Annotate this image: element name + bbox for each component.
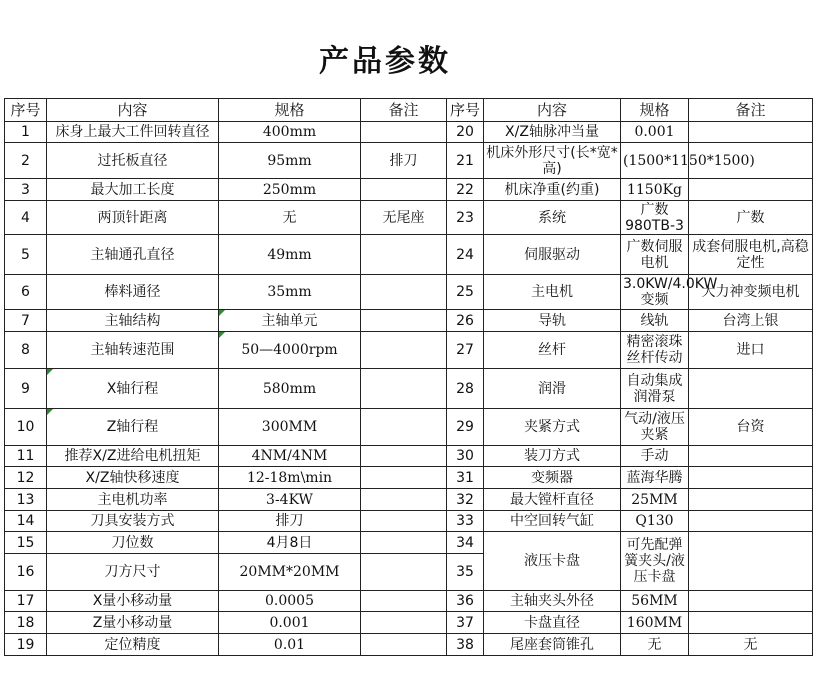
row-content: 两顶针距离 xyxy=(47,201,219,235)
row-content: 导轨 xyxy=(484,310,621,332)
row-spec: 4NM/4NM xyxy=(219,446,361,467)
row-content: 润滑 xyxy=(484,369,621,409)
row-content: 最大加工长度 xyxy=(47,179,219,201)
row-number: 4 xyxy=(5,201,47,235)
row-content: 装刀方式 xyxy=(484,446,621,467)
header-content-right: 内容 xyxy=(484,99,621,122)
row-content: 机床外形尺寸(长*宽*高) xyxy=(484,143,621,179)
table-row xyxy=(5,511,813,532)
row-note xyxy=(361,446,447,467)
row-number: 19 xyxy=(5,634,47,656)
row-note xyxy=(689,446,813,467)
row-spec: 手动 xyxy=(621,446,689,467)
header-spec-left: 规格 xyxy=(219,99,361,122)
row-number: 29 xyxy=(447,409,484,446)
row-note xyxy=(689,511,813,532)
row-number: 10 xyxy=(5,409,47,446)
header-note-left: 备注 xyxy=(361,99,447,122)
row-content: 变频器 xyxy=(484,467,621,489)
row-number: 12 xyxy=(5,467,47,489)
row-spec: 精密滚珠丝杆传动 xyxy=(621,332,689,369)
row-content: X/Z轴快移速度 xyxy=(47,467,219,489)
row-content: 过托板直径 xyxy=(47,143,219,179)
header-no-left: 序号 xyxy=(5,99,47,122)
row-number: 37 xyxy=(447,612,484,634)
row-number: 2 xyxy=(5,143,47,179)
page-title: 产品参数 xyxy=(319,44,451,79)
row-note: 台湾上银 xyxy=(689,310,813,332)
row-number: 33 xyxy=(447,511,484,532)
row-number: 35 xyxy=(447,554,484,591)
row-note xyxy=(361,467,447,489)
row-content: 定位精度 xyxy=(47,634,219,656)
row-spec: 可先配弹簧夹头/液压卡盘 xyxy=(621,532,689,591)
row-spec: 广数980TB-3 xyxy=(621,201,689,235)
row-number: 34 xyxy=(447,532,484,554)
row-content: 刀具安装方式 xyxy=(47,511,219,532)
row-number: 11 xyxy=(5,446,47,467)
row-note xyxy=(361,235,447,275)
row-spec: 95mm xyxy=(219,143,361,179)
table-row xyxy=(5,489,813,511)
row-spec: 3-4KW xyxy=(219,489,361,511)
row-note: 成套伺服电机,高稳定性 xyxy=(689,235,813,275)
row-spec: 400mm xyxy=(219,122,361,143)
row-number: 16 xyxy=(5,554,47,591)
row-spec: (1500*1150*1500) xyxy=(621,143,689,179)
row-content: 刀位数 xyxy=(47,532,219,554)
header-note-right: 备注 xyxy=(689,99,813,122)
row-content: 最大镗杆直径 xyxy=(484,489,621,511)
row-number: 32 xyxy=(447,489,484,511)
row-content: 伺服驱动 xyxy=(484,235,621,275)
row-spec: 12-18m\min xyxy=(219,467,361,489)
row-number: 23 xyxy=(447,201,484,235)
row-number: 21 xyxy=(447,143,484,179)
row-spec: 蓝海华腾 xyxy=(621,467,689,489)
row-note xyxy=(361,179,447,201)
table-row xyxy=(5,612,813,634)
row-content: 棒料通径 xyxy=(47,275,219,310)
row-note xyxy=(689,467,813,489)
row-number: 6 xyxy=(5,275,47,310)
header-row xyxy=(5,99,813,122)
row-number: 36 xyxy=(447,591,484,612)
row-content: 中空回转气缸 xyxy=(484,511,621,532)
row-content: 主电机功率 xyxy=(47,489,219,511)
header-no-right: 序号 xyxy=(447,99,484,122)
row-content: X/Z轴脉冲当量 xyxy=(484,122,621,143)
table-row xyxy=(5,179,813,201)
row-note xyxy=(361,554,447,591)
row-note xyxy=(689,122,813,143)
header-content-left: 内容 xyxy=(47,99,219,122)
row-note: 进口 xyxy=(689,332,813,369)
table-row xyxy=(5,143,813,179)
row-number: 3 xyxy=(5,179,47,201)
table-row xyxy=(5,467,813,489)
row-number: 5 xyxy=(5,235,47,275)
row-spec: 580mm xyxy=(219,369,361,409)
table-row xyxy=(5,409,813,446)
row-spec: 线轨 xyxy=(621,310,689,332)
row-note xyxy=(361,532,447,554)
row-content: 机床净重(约重) xyxy=(484,179,621,201)
row-content: X轴行程 xyxy=(47,369,219,409)
row-note xyxy=(689,489,813,511)
row-number: 31 xyxy=(447,467,484,489)
row-number: 1 xyxy=(5,122,47,143)
row-spec: 250mm xyxy=(219,179,361,201)
row-number: 15 xyxy=(5,532,47,554)
row-note xyxy=(361,591,447,612)
row-number: 38 xyxy=(447,634,484,656)
row-note xyxy=(361,275,447,310)
table-row xyxy=(5,310,813,332)
row-note xyxy=(361,634,447,656)
row-note xyxy=(361,612,447,634)
row-note: 排刀 xyxy=(361,143,447,179)
row-spec: 3.0KW/4.0KW变频 xyxy=(621,275,689,310)
table-row xyxy=(5,634,813,656)
row-spec: 25MM xyxy=(621,489,689,511)
row-number: 18 xyxy=(5,612,47,634)
table-row xyxy=(5,122,813,143)
row-spec: 4月8日 xyxy=(219,532,361,554)
row-content: 主轴夹头外径 xyxy=(484,591,621,612)
row-spec: 0.001 xyxy=(621,122,689,143)
row-spec: 0.001 xyxy=(219,612,361,634)
table-row xyxy=(5,235,813,275)
row-spec: 主轴单元 xyxy=(219,310,361,332)
row-spec: 160MM xyxy=(621,612,689,634)
row-spec: 无 xyxy=(219,201,361,235)
row-content: 刀方尺寸 xyxy=(47,554,219,591)
row-spec: 广数伺服电机 xyxy=(621,235,689,275)
row-number: 30 xyxy=(447,446,484,467)
row-spec: 56MM xyxy=(621,591,689,612)
row-spec: 49mm xyxy=(219,235,361,275)
row-note: 无 xyxy=(689,634,813,656)
row-content: Z量小移动量 xyxy=(47,612,219,634)
row-content: 尾座套筒锥孔 xyxy=(484,634,621,656)
row-note: 无尾座 xyxy=(361,201,447,235)
row-content: 卡盘直径 xyxy=(484,612,621,634)
row-number: 7 xyxy=(5,310,47,332)
row-note xyxy=(689,612,813,634)
row-note xyxy=(689,591,813,612)
row-number: 17 xyxy=(5,591,47,612)
row-spec: 20MM*20MM xyxy=(219,554,361,591)
table-row xyxy=(5,532,813,554)
row-number: 25 xyxy=(447,275,484,310)
row-note xyxy=(689,532,813,591)
row-content: 主轴通孔直径 xyxy=(47,235,219,275)
row-content: 主电机 xyxy=(484,275,621,310)
row-number: 20 xyxy=(447,122,484,143)
row-spec: 300MM xyxy=(219,409,361,446)
table-row xyxy=(5,275,813,310)
row-note xyxy=(361,489,447,511)
spec-table xyxy=(4,98,813,656)
row-note xyxy=(361,332,447,369)
row-number: 13 xyxy=(5,489,47,511)
row-content: 主轴结构 xyxy=(47,310,219,332)
row-note xyxy=(361,409,447,446)
row-number: 28 xyxy=(447,369,484,409)
row-note: 台资 xyxy=(689,409,813,446)
row-content: Z轴行程 xyxy=(47,409,219,446)
header-spec-right: 规格 xyxy=(621,99,689,122)
row-note xyxy=(361,369,447,409)
row-note: 广数 xyxy=(689,201,813,235)
row-number: 14 xyxy=(5,511,47,532)
row-spec: 0.0005 xyxy=(219,591,361,612)
row-spec: 气动/液压夹紧 xyxy=(621,409,689,446)
row-number: 26 xyxy=(447,310,484,332)
table-row xyxy=(5,369,813,409)
row-number: 24 xyxy=(447,235,484,275)
row-content: 床身上最大工件回转直径 xyxy=(47,122,219,143)
table-row xyxy=(5,591,813,612)
row-content: 主轴转速范围 xyxy=(47,332,219,369)
row-spec: 1150Kg xyxy=(621,179,689,201)
row-spec: 无 xyxy=(621,634,689,656)
row-spec: 50—4000rpm xyxy=(219,332,361,369)
row-content: 丝杆 xyxy=(484,332,621,369)
row-number: 8 xyxy=(5,332,47,369)
table-row xyxy=(5,201,813,235)
row-note xyxy=(689,369,813,409)
row-note xyxy=(361,122,447,143)
row-number: 22 xyxy=(447,179,484,201)
row-spec: 0.01 xyxy=(219,634,361,656)
row-number: 9 xyxy=(5,369,47,409)
row-note xyxy=(361,310,447,332)
row-content: 液压卡盘 xyxy=(484,532,621,591)
table-row xyxy=(5,446,813,467)
row-spec: 自动集成润滑泵 xyxy=(621,369,689,409)
row-number: 27 xyxy=(447,332,484,369)
row-content: 推荐X/Z进给电机扭矩 xyxy=(47,446,219,467)
row-spec: Q130 xyxy=(621,511,689,532)
row-content: 系统 xyxy=(484,201,621,235)
row-note xyxy=(689,179,813,201)
row-note xyxy=(361,511,447,532)
row-content: 夹紧方式 xyxy=(484,409,621,446)
row-spec: 排刀 xyxy=(219,511,361,532)
row-note: 大力神变频电机 xyxy=(689,275,813,310)
row-content: X量小移动量 xyxy=(47,591,219,612)
table-row xyxy=(5,332,813,369)
row-spec: 35mm xyxy=(219,275,361,310)
